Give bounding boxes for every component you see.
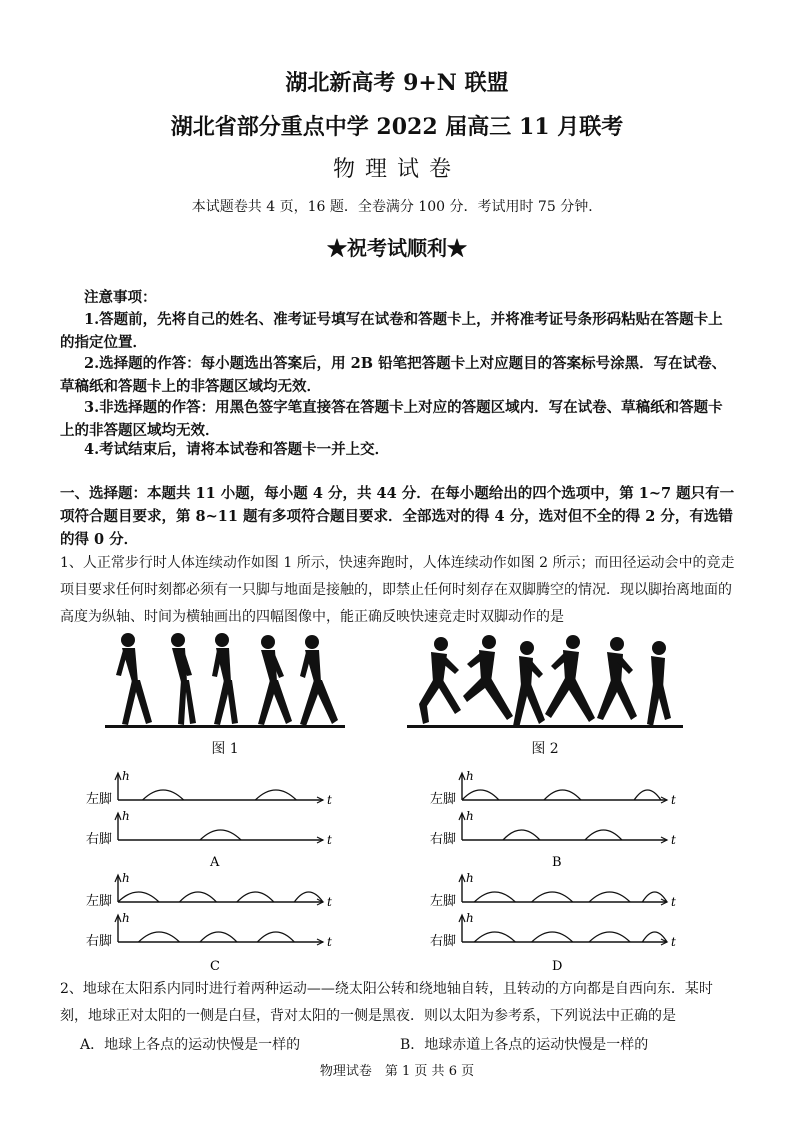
svg-text:左脚: 左脚 [430, 894, 457, 909]
graph-c-right-foot [86, 911, 332, 949]
graph-d-right-foot [430, 911, 676, 949]
svg-text:t: t [671, 833, 676, 847]
figure-1-caption: 图 1 [211, 741, 239, 757]
figure-1-walking [100, 630, 350, 730]
exam-title-line2: 湖北省部分重点中学 2022 届高三 11 月联考 [170, 114, 624, 140]
runner-1 [419, 637, 461, 724]
svg-text:右脚: 右脚 [86, 832, 113, 847]
svg-text:t: t [327, 793, 332, 807]
walker-5 [300, 635, 338, 726]
exam-title-line1: 湖北新高考 9+N 联盟 [285, 70, 509, 96]
exam-subject: 物理试卷 [332, 157, 461, 182]
graph-d-label: D [552, 959, 563, 974]
runner-4 [545, 635, 595, 722]
exam-wish: ★祝考试顺利★ [327, 236, 467, 260]
graph-a-label: A [210, 855, 220, 870]
q2-option-b: B．地球赤道上各点的运动快慢是一样的 [400, 1037, 649, 1053]
walker-2 [171, 633, 196, 725]
runner-2 [463, 635, 513, 720]
graph-b-label: B [552, 855, 562, 870]
question-2-text: 2、地球在太阳系内同时进行着两种运动——绕太阳公转和绕地轴自转，且转动的方向都是自西向东．某时刻，地球正对太阳的一侧是白昼，背对太阳的一侧是黑夜．则以太阳为参考系，下列说法中正确的是 [60, 981, 713, 1024]
section-1-instructions: 一、选择题：本题共 11 小题，每小题 4 分，共 44 分．在每小题给出的四个选项中，第 1~7 题只有一项符合题目要求，第 8~11 题有多项符合题目要求．全部选对的得 4 分，选对但不全的得 2 分，有选错的得 0 分． [60, 485, 735, 548]
graph-a-left-foot [86, 770, 332, 807]
runner-6 [647, 641, 671, 726]
exam-info: 本试题卷共 4 页，16 题．全卷满分 100 分．考试用时 75 分钟． [191, 199, 603, 215]
svg-text:h: h [122, 871, 130, 885]
notice-item-4: 4.考试结束后，请将本试卷和答题卡一并上交． [84, 441, 390, 458]
svg-text:h: h [466, 809, 474, 823]
svg-text:h: h [122, 809, 130, 823]
svg-text:右脚: 右脚 [430, 832, 457, 847]
svg-text:t: t [671, 793, 676, 807]
svg-text:t: t [327, 895, 332, 909]
svg-text:t: t [327, 833, 332, 847]
figure-2-running [405, 630, 685, 730]
q1-option-graphs [60, 770, 740, 975]
walker-4 [258, 635, 292, 725]
page-footer: 物理试卷 第 1 页 共 6 页 [319, 1064, 475, 1079]
svg-text:h: h [466, 911, 474, 925]
svg-text:h: h [122, 770, 130, 783]
svg-text:t: t [671, 935, 676, 949]
graph-b-left-foot [430, 770, 676, 807]
notice-item-1: 1.答题前，先将自己的姓名、准考证号填写在试卷和答题卡上，并将准考证号条形码粘贴在答题卡上的指定位置． [60, 311, 723, 351]
notice-title: 注意事项： [84, 289, 157, 306]
svg-text:t: t [327, 935, 332, 949]
svg-text:左脚: 左脚 [86, 894, 113, 909]
svg-text:h: h [122, 911, 130, 925]
walker-1 [116, 633, 152, 725]
svg-text:右脚: 右脚 [86, 934, 113, 949]
q2-option-a: A．地球上各点的运动快慢是一样的 [80, 1037, 301, 1053]
graph-a-right-foot [86, 809, 332, 847]
svg-text:左脚: 左脚 [430, 792, 457, 807]
runner-3 [513, 641, 545, 728]
svg-text:t: t [671, 895, 676, 909]
svg-text:h: h [466, 871, 474, 885]
graph-d-left-foot [430, 871, 676, 909]
figure-2-caption: 图 2 [531, 741, 559, 757]
runner-5 [597, 637, 637, 720]
walker-3 [212, 633, 238, 725]
graph-c-label: C [210, 959, 220, 974]
graph-c-left-foot [86, 871, 332, 909]
notice-item-2: 2.选择题的作答：每小题选出答案后，用 2B 铅笔把答题卡上对应题目的答案标号涂黑．写在试卷、草稿纸和答题卡上的非答题区域均无效． [60, 355, 727, 395]
notice-item-3: 3.非选择题的作答：用黑色签字笔直接答在答题卡上对应的答题区域内．写在试卷、草稿纸和答题卡上的非答题区域均无效． [60, 399, 723, 439]
svg-text:h: h [466, 770, 474, 783]
svg-text:左脚: 左脚 [86, 792, 113, 807]
graph-b-right-foot [430, 809, 676, 847]
svg-text:右脚: 右脚 [430, 934, 457, 949]
question-1-text: 1、人正常步行时人体连续动作如图 1 所示，快速奔跑时，人体连续动作如图 2 所示；而田径运动会中的竞走项目要求任何时刻都必须有一只脚与地面是接触的，即禁止任何时刻存在双脚腾空的情况．现以脚抬离地面的高度为纵轴、时间为横轴画出的四幅图像中，能正确反映快速竞走时双脚动作的是 [60, 555, 735, 625]
